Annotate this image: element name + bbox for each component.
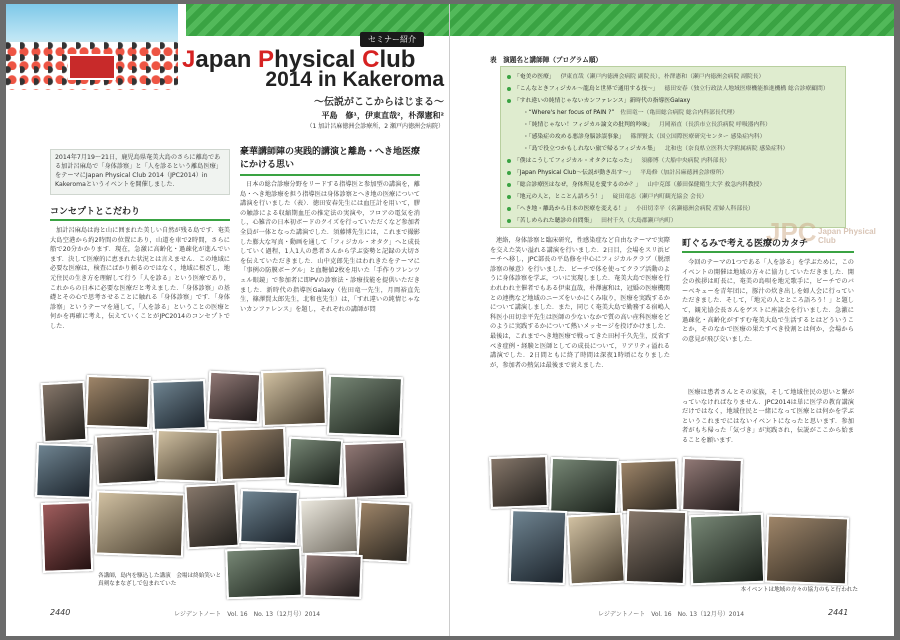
table-row bbox=[523, 131, 765, 140]
article-title-line2: 2014 in Kakeroma bbox=[265, 68, 444, 91]
table-row bbox=[507, 191, 707, 200]
photo-presenter bbox=[356, 501, 411, 564]
table-row bbox=[523, 143, 788, 152]
right-caption: 本イベントは地域の方々の協力のもと行われた bbox=[732, 586, 858, 594]
table-row-title: 「へき地・離島から日本の医療を変える！」 bbox=[514, 206, 630, 212]
town-heading: 町ぐるみで考える医療のカタチ bbox=[682, 236, 854, 253]
bullet-icon bbox=[507, 183, 511, 187]
table-row-speaker: 須藤博（大船中央病院 内科部長） bbox=[641, 158, 731, 164]
section-badge: セミナー紹介 bbox=[360, 32, 424, 47]
photo-audience-2 bbox=[207, 371, 262, 424]
article-subtitle: 〜伝説がここからはじまる〜 bbox=[314, 97, 444, 108]
page-number-left: 2440 bbox=[50, 608, 71, 617]
photo-group bbox=[155, 429, 219, 483]
table-row-speaker: 伊東直哉（瀬戸内徳洲会病院 副院長），朴澤憲和（瀬戸内徳洲会病院 副院長） bbox=[560, 74, 765, 80]
photo-discussion bbox=[303, 553, 363, 599]
photo-night-event bbox=[489, 455, 549, 509]
header-stripe-right bbox=[450, 4, 894, 36]
table-row bbox=[523, 119, 771, 128]
table-row bbox=[507, 95, 696, 104]
photo-lecture-2 bbox=[151, 379, 207, 431]
photo-audience-3 bbox=[287, 437, 343, 488]
photo-hall bbox=[327, 375, 403, 438]
page-number-right: 2441 bbox=[828, 608, 849, 617]
concept-heading: コンセプトとこだわり bbox=[50, 204, 230, 221]
table-row-title: 「地元の人と，とことん語ろう！」 bbox=[514, 194, 607, 200]
photo-lecture-3 bbox=[343, 441, 407, 499]
jpc-watermark-logo: JPC Japan Physical Club bbox=[766, 217, 876, 247]
bullet-icon bbox=[507, 195, 511, 199]
table-row bbox=[507, 179, 765, 188]
bullet-icon bbox=[507, 219, 511, 223]
group-photo bbox=[6, 4, 178, 90]
table-row-speaker: 徳田安春（独立行政法人地域医療機能推進機構 総合診療顧問） bbox=[664, 86, 829, 92]
table-row bbox=[507, 203, 754, 212]
affiliation: （1 加計呂麻徳洲会診療所，2 瀬戸内徳洲会病院） bbox=[306, 123, 444, 130]
photo-lecture-1 bbox=[40, 381, 87, 443]
table-row-title: ・「感染症の攻める悪診身脳診誤事象」 bbox=[523, 134, 625, 140]
table-row-speaker: 平島修（加計呂麻徳洲会診療所） bbox=[640, 170, 728, 176]
photo-talk bbox=[619, 459, 679, 513]
photo-lecture-4 bbox=[184, 483, 239, 550]
town-body: 今回のテーマの1つである「人を診る」を学ぶために，このイベントの開催は地域の方々に協力していただきました．開会の挨拶は町長に，奄美の島唄を地元歌手に，ビーチでのバーベキューを青年団に，豚汁の炊き出しを婦人会に行っていただきました．そして，「地元の人とところ語ろう！」と題して，観光協会長さんをゲストに座談会を行いました．急激に過疎化・高齢化がすすむ奄美大島で生活するとはどういうことか，そのなかで医療の果たすべき役割とは何か，会場からの意見が飛び交いました． bbox=[682, 259, 854, 343]
concept-body: 加計呂麻島は海と山に囲まれた美しい自然が残る島です．奄美大島空港から約2時間の位置にあり，山道を車で2時間，さらに船で20分かかります．現在，急激に高齢化・過疎化が進んでいます．決して医療的に恵まれた状況とは言えません．この地域に必要な医療は，検査にばかり頼るのではなく，地域に根ざし，地元住民の生き方を理解して行う「人を診る」という医療であり，これからの日本に必要な医療だと考えました．「身体診察」の基礎とその心で思考させることに触れる「身体診察」です．「身体診察」というテーマを通して，「人を診る」ということの医療と何かを再確に考え，伝えていくことがJPC2014のコンセプトでした． bbox=[50, 227, 230, 330]
journal-info-left: レジデントノート Vol. 16 No. 13（12月号）2014 bbox=[174, 611, 321, 618]
journal-info-right: レジデントノート Vol. 16 No. 13（12月号）2014 bbox=[598, 611, 745, 618]
photo-cooking bbox=[689, 513, 765, 586]
photo-slide bbox=[299, 497, 359, 555]
table-row bbox=[507, 167, 727, 176]
photo-bbq bbox=[625, 509, 688, 585]
photo-food bbox=[681, 457, 743, 513]
right-page bbox=[450, 4, 894, 636]
photo-stage bbox=[219, 427, 287, 481]
bullet-icon bbox=[507, 87, 511, 91]
bullet-icon bbox=[507, 75, 511, 79]
photo-audience-4 bbox=[225, 547, 303, 600]
table-row-speaker: 佐田竜一（亀田総合病院 総合内科部長代理） bbox=[620, 110, 739, 116]
table-row bbox=[507, 83, 829, 92]
photo-workshop bbox=[261, 369, 327, 427]
bullet-icon bbox=[507, 171, 511, 175]
table-row-title: 「僕はこうしてフィジカル・オタクになった」 bbox=[514, 158, 636, 164]
photo-local-1 bbox=[509, 509, 568, 585]
bullet-icon bbox=[507, 159, 511, 163]
table-row-speaker: 小田切幸平（名瀬徳洲会病院 産婦人科部長） bbox=[635, 206, 754, 212]
lectures-heading: 豪華講師陣の実践的講演と離島・へき地医療にかける思い bbox=[240, 146, 420, 176]
photo-speaker-red bbox=[41, 501, 93, 573]
left-caption: 各講師，島内を駆込した講演 会場は終始笑いと真剣なまなざしで包まれていた bbox=[98, 573, 222, 587]
table-row-title: 「すれ違いの純情じゃないカンファレンス」新時代の指導医Galaxy bbox=[514, 98, 691, 104]
photo-practice bbox=[95, 432, 158, 485]
bullet-icon bbox=[507, 99, 511, 103]
table-row bbox=[507, 155, 730, 164]
continued-body: 連絡，身体診察と臨床研究，性感染症など自由なテーマで実際を交えた笑い溢れる講演を行いました．2日目，会場をスリ浜ビーチへ移し，JPC部長の平島修を中心にフィジカルクラブ（脱漂診察の極意）を行いました．ビーチで体を使ってクラブ活動のように身体診察を学ぶ，ついに実現しました．奄美大島で医療を行われわれ主催者でもある伊東直哉，朴澤憲和は，冠婚の医療機関との連携など地域のニーズをいかにくみ取り，医療を実践するかについて講演しました．また，同じく奄美大島で勤務する宿嶋人科医小田切幸平先生は医師の少ないなかで質の高い産科医療をどのように実践するかについて熱いメッセージを投げかけました．最後は，これまでへき地医療で戦ってきた田村千久先生，反省すべき症例・経験と医師としての成長について，リアリティ溢れる講演でした．2日間ともに終了時間は深夜1時頃になりましたが，参加者の熱気は最後まで衰えました． bbox=[490, 237, 670, 369]
table-row-title: 「奄美の医療」 bbox=[514, 74, 555, 80]
table-row-speaker: 篠澤賢太（国立国際医療研究センター 感染症内科） bbox=[630, 134, 766, 140]
table-row-title: 「Japan Physical Club〜伝説が動き出す〜」 bbox=[514, 170, 635, 176]
table-row bbox=[523, 107, 738, 116]
photo-audience-1 bbox=[85, 375, 151, 429]
photo-speaker-2 bbox=[239, 489, 299, 545]
abstract-box: 2014年7月19〜21日，鹿児島県奄美大島のさらに離島である加計呂麻島で「身体診察」と「人を診るという離島医療」をテーマにJapan Physical Club 2014（JPC2014）in Kakeromaというイベントを開催しました． bbox=[50, 149, 230, 195]
table-row-speaker: 月岡裕直（長浜市立長浜病院 呼吸器内科） bbox=[658, 122, 771, 128]
photo-speaker-1 bbox=[35, 443, 93, 499]
photo-singer bbox=[549, 457, 619, 515]
table-row-title: ・「純情じゃない！フィジカル論文の批判的吟味」 bbox=[523, 122, 653, 128]
table-row-speaker: 山中克郎（藤田保健衛生大学 救急内科教授） bbox=[647, 182, 766, 188]
table-row-title: 「苦しめられた聴診の自問集」 bbox=[514, 218, 596, 224]
photo-costume bbox=[765, 515, 849, 586]
table-row-title: ・「島で役立つかもしれない旅で帰るフィジカル集」 bbox=[523, 146, 659, 152]
authors: 平島 修¹，伊東直哉²，朴澤憲和² bbox=[321, 111, 444, 120]
table-row-speaker: 田村千久（大島郡瀬戸内町） bbox=[601, 218, 677, 224]
table-row bbox=[507, 71, 764, 80]
table-row-speaker: 北和也（奈良県立医科大学附属病院 感染症科） bbox=[664, 146, 789, 152]
table-title: 表 演題名と講師陣（プログラム順） bbox=[490, 56, 603, 64]
table-row-title: ・“Where's her focus of PAIN ?” bbox=[523, 110, 615, 116]
article-title: Japan Physical Club bbox=[182, 46, 416, 73]
photo-local-2 bbox=[566, 513, 626, 586]
photo-beach-session bbox=[95, 490, 185, 557]
table-row bbox=[507, 215, 677, 224]
magazine-spread bbox=[6, 4, 894, 636]
left-page bbox=[6, 4, 450, 636]
bullet-icon bbox=[507, 207, 511, 211]
town-body-2: 医療は患者さんとその家族，そして地域住民の思いと繋がっていなければなりません．JPC2014は単に医学の教育講演だけではなく，地域住民と一緒になって医療とは何かを学ぶというこれまでにはないイベントになったと思います．参加者がもち帰った「気づき」が実践され，伝説がここから始まることを願います． bbox=[682, 389, 854, 444]
table-row-title: 「総合診療医はなぜ，身体所見を愛するのか？」 bbox=[514, 182, 642, 188]
lectures-body: 日本の総合診療分野をリードする指導医と参加型の講演を，離島・へき地診療を担う指導医は身体診察とへき地の医療について講演を行いました（表）．徳田安春先生には血圧計を用いて，膠の触診による収縮期血圧の推定法の実演や，フロアの電気を消し，心雑音の日本初ボードのクイズを行っていただくなど参加者全員が一体となった講演でした．須藤博先生には，これまで撮影した膨大な写真・動画を通して「フィジカル・オタク」へと成長していく過程，1人1人の患者さんから学ぶ姿勢と記録の大切さを伝えていただきました．山中克郎先生はわれきたをテーマに「事例の防膜ボーグル」と血糖値2枚を用いた「手作りフレンツェル眼鏡」で参加者に即PVの診察法・診療技能を提供いただきました．新時代の指導医Galaxy（佐田竜一先生，月岡裕直先生，篠澤賢太郎先生，北和也先生）は，「すれ違いの純情じゃないカンファレンス」を題し，それぞれの講師が問 bbox=[240, 181, 420, 313]
table-row-title: 「こんなときフィジカル〜龍鳥と世界で通用する技〜」 bbox=[514, 86, 659, 92]
table-row-speaker: 碇田竜志（瀬戸内町観光協会 会長） bbox=[612, 194, 708, 200]
jpc-flag bbox=[68, 54, 116, 80]
